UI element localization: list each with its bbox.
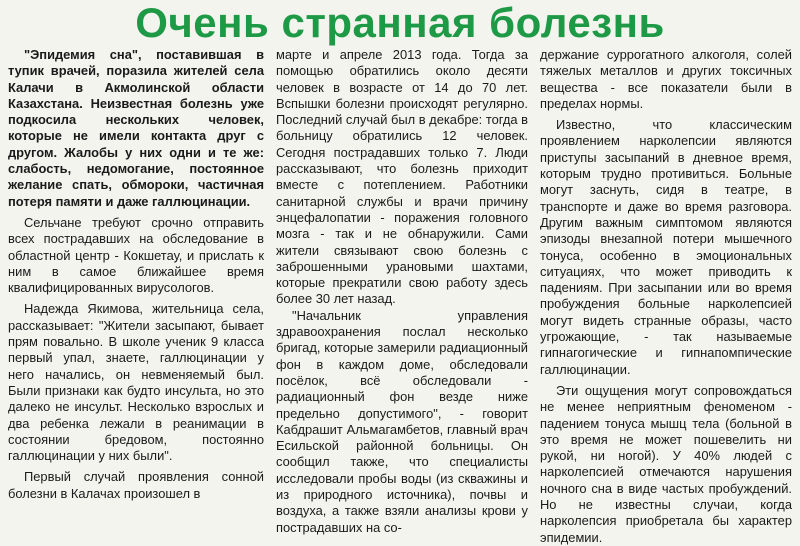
article-paragraph: держание суррогатного алкоголя, солей тяжелых металлов и других токсичных вещества - все показатели были в пределах нормы. [540,47,792,111]
headline: Очень странная болезнь [135,0,665,46]
article-column-3 [540,47,792,545]
article-paragraph: марте и апреле 2013 года. Тогда за помощью обратились около десяти человек в возрасте от 14 до 70 лет. Вспышки болезни происходят регулярно. Последний случай был в декабре: тогда в больницу обратились 12 человек. Сегодня пострадавших только 7. Люди рассказывают, что болезнь приходит вместе с потеплением. Работники санитарной службы и врачи причину энцефалопатии - поражения головного мозга - так и не обнаружили. Сами жители связывают свою болезнь с заброшенными урановыми шахтами, которые прекратили свою работу здесь более 30 лет назад. [276,47,529,307]
article-paragraph: Известно, что классическим проявлением нарколепсии являются приступы засыпаний в дневное время, которым трудно противиться. Больные могут заснуть, сидя в театре, в транспорте и даже во время разговора. Другим важным симптомом являются эпизоды внезапной потери мышечного тонуса, особенно в эмоциональных ситуациях, что может приводить к падениям. При засыпании или во время пробуждения больные нарколепсией могут видеть странные образы, часто угрожающие, - так называемые гипнагогические и гипнапомпические галлюцинации. [540,117,792,377]
article-column-1 [8,47,264,535]
article-column-2 [276,47,528,535]
article-paragraph: Сельчане требуют срочно отправить всех пострадавших на обследование в областной центр - Кокшетау, и прислать к ним в самое ближайшее время квалифицированных вирусологов. [8,214,264,296]
article-paragraph: Эти ощущения могут сопровождаться не менее неприятным феноменом - падением тонуса мышц тела (больной в это время не может пошевелить ни рукой, ни ногой). У 40% людей с нарколепсией отмечаются нарушения ночного сна в виде частых пробуждений. Но не известны случаи, когда нарколепсия приобретала бы характер эпидемии. [540,382,792,545]
article-paragraph: Надежда Якимова, жительница села, рассказывает: "Жители засыпают, бывает прям повально. В школе ученик 9 класса первый упал, знаете, галлюцинации у него начались, он невменяемый был. Были признаки как будто инсульта, но это далеко не инсульт. Несколько взрослых и два ребенка лежали в реанимации в состоянии бредовом, постоянно галлюцинации у них были". [8,301,264,464]
article-paragraph: "Начальник управления здравоохранения послал несколько бригад, которые замерили радиационный фон в каждом доме, обследовали посёлок, всё обследовали - радиационный фон везде ниже предельно допустимого", - говорит Кабдрашит Альмагамбетов, главный врач Есильской районной больницы. Он сообщил также, что специалисты исследовали пробы воды (из скважины и из природного источника), почвы и воздуха, а также взяли анализы крови у пострадавших на со- [276,307,528,535]
article-paragraph: Первый случай проявления сонной болезни в Калачах произошел в [8,469,264,501]
lead-paragraph: "Эпидемия сна", поставившая в тупик врачей, поразила жителей села Калачи в Акмолинской области Казахстана. Неизвестная болезнь уже подкосила нескольких человек, которые не имели контакта друг с другом. Жалобы у них одни и те же: слабость, недомогание, постоянное желание спать, обмороки, частичная потеря памяти и даже галлюцинации. [8,47,264,209]
